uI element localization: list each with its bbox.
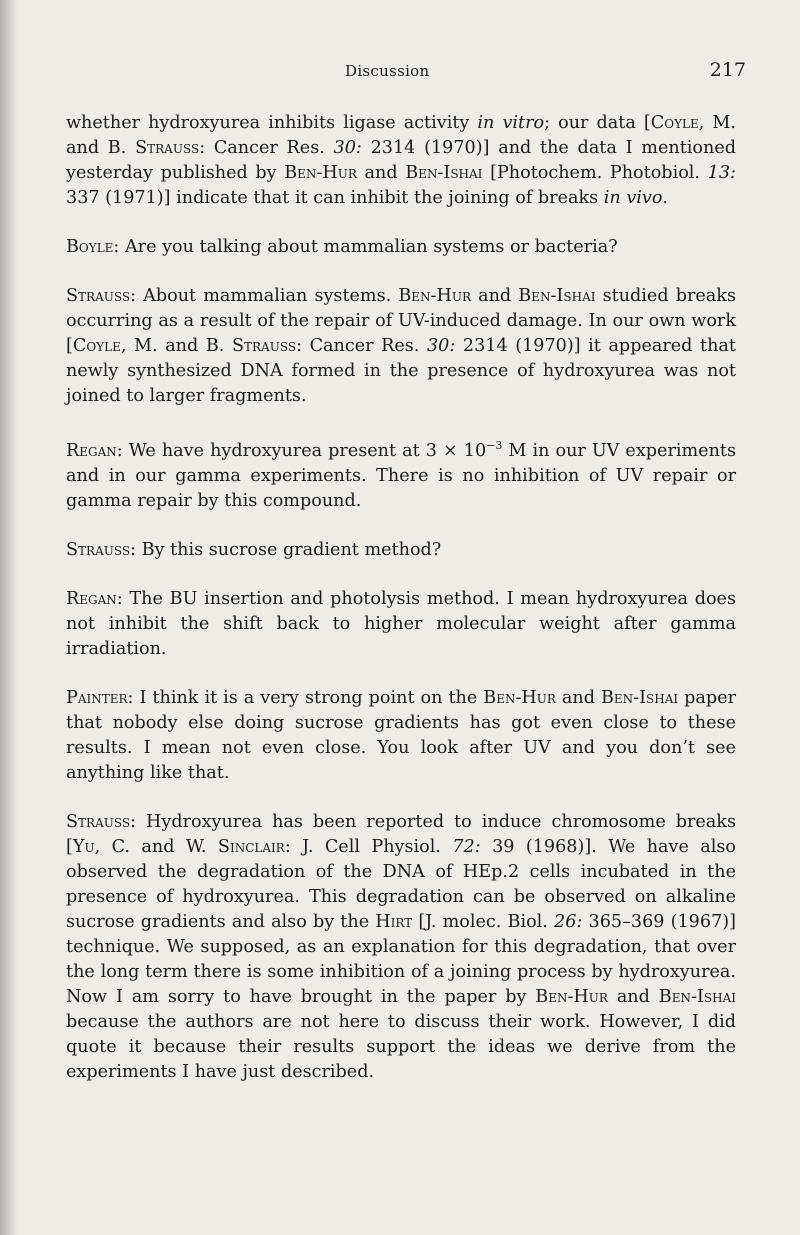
text-segment: Hydroxyurea has been reported to induce chromosome breaks [ — [66, 811, 736, 857]
text-segment: 2314 (1970)] and the data I mentioned yesterday published by — [66, 138, 736, 183]
text-segment: Yu, C. — [72, 836, 131, 857]
text-segment: and — [470, 286, 519, 306]
discussion-paragraph: Strauss: Hydroxyurea has been reported to induce chromosome breaks [Yu, C. and W. Sinclair: J. Cell Physiol. 72: 39 (1968)]. We have also observed the degradation of the DNA of HEp.2 cells incubated in the presence of hydroxyurea. This degradation can be observed on alkaline sucrose gradients and also by the Hirt [J. molec. Biol. 26: 365–369 (1967)] technique. We supposed, as an explanation for this degradation, that over the long term there is some inhibition of a joining process by hydroxyurea. Now I am sorry to have brought in the paper by Ben-Hur and Ben-Ishai because the authors are not here to discuss their work. However, I did quote it because their results support the ideas we derive from the experiments I have just described. — [66, 811, 737, 1082]
page-number: 217 — [709, 59, 746, 81]
text-segment: Strauss — [135, 138, 200, 158]
text-segment: I think it is a very strong point on the — [139, 687, 484, 708]
discussion-paragraph — [66, 111, 736, 211]
text-segment: studied breaks occurring as a result of the repair of UV-induced damage. In our own work [ — [66, 286, 736, 356]
running-title: Discussion — [345, 62, 430, 80]
text-segment: M in our UV experiments and in our gamma experiments. There is no inhibition of UV repair or gamma repair by this compound. — [66, 440, 737, 511]
text-segment: 72: — [452, 836, 481, 857]
text-segment: Ben-Hur — [535, 986, 608, 1007]
discussion-paragraph: Strauss: By this sucrose gradient method? — [66, 539, 442, 560]
discussion-text — [66, 111, 736, 1109]
text-segment: and B. — [66, 138, 136, 158]
binding-shadow — [0, 0, 18, 1235]
text-segment: Ben-Ishai — [600, 687, 679, 708]
text-segment: : Cancer Res. — [199, 138, 334, 158]
text-segment: By this sucrose gradient method? — [141, 539, 442, 560]
text-segment: 30: — [426, 336, 456, 356]
text-segment: and — [607, 986, 659, 1007]
text-segment: in vivo — [603, 188, 663, 208]
text-segment: Ben-Hur — [483, 687, 556, 708]
text-segment: 13: — [707, 163, 736, 183]
speaker-name: Regan — [66, 440, 117, 461]
text-segment: Ben-Ishai — [658, 986, 736, 1007]
text-segment: Ben-Ishai — [518, 286, 596, 306]
text-segment: and W. — [130, 836, 218, 857]
speaker-name: Boyle — [66, 237, 114, 257]
speaker-name: Regan — [66, 588, 117, 609]
discussion-paragraph: Strauss: About mammalian systems. Ben-Hur and Ben-Ishai studied breaks occurring as a result of the repair of UV-induced damage. In our own work [Coyle, M. and B. Strauss: Cancer Res. 30: 2314 (1970)] it appeared that newly synthesized DNA formed in the presence of hydroxyurea was not joined to larger fragments. — [66, 286, 736, 406]
text-segment: : J. Cell Physiol. — [284, 836, 453, 857]
text-segment: paper that nobody else doing sucrose gradients has got even close to these results. I mean not even close. You look after UV and you don’t see anything like that. — [66, 687, 736, 783]
discussion-paragraph: Painter: I think it is a very strong point on the Ben-Hur and Ben-Ishai paper that nobody else doing sucrose gradients has got even close to these results. I mean not even close. You look after UV and you don’t see anything like that. — [66, 687, 736, 783]
text-segment: 2314 (1970)] it appeared that newly synthesized DNA formed in the presence of hydroxyurea was not joined to larger fragments. — [66, 336, 736, 406]
text-segment: 365–369 (1967)] technique. We supposed, as an explanation for this degradation, that over the long term there is some inhibition of a joining process by hydroxyurea. Now I am sorry to have brought in the paper by — [66, 911, 736, 1007]
text-segment: 26: — [554, 911, 583, 932]
text-segment: Coyle, M. — [650, 113, 737, 133]
text-segment: About mammalian systems. — [143, 286, 399, 306]
text-segment: Ben-Hur — [284, 163, 357, 183]
speaker-name: Painter — [66, 687, 128, 708]
text-segment: Ben-Ishai — [405, 163, 483, 183]
text-segment: Coyle, M. — [72, 336, 158, 356]
text-segment: Hirt — [375, 911, 413, 932]
text-segment: and — [356, 163, 406, 183]
text-segment: and — [555, 687, 601, 708]
text-segment: [J. molec. Biol. — [412, 911, 555, 932]
text-segment: −3 — [486, 439, 503, 452]
discussion-paragraph: Regan: We have hydroxyurea present at $3 \times 10^{-3}$ M in our UV experiments and in our gamma experiments. There is no inhibition of UV repair or gamma repair by this compound. — [66, 439, 737, 511]
text-segment: whether hydroxyurea inhibits ligase activity — [66, 113, 478, 133]
text-segment: 39 (1968)]. We have also observed the degradation of the DNA of HEp.2 cells incubated in the presence of hydroxyurea. This degradation can be observed on alkaline sucrose gradients and also by the — [66, 836, 737, 932]
text-segment: Are you talking about mammalian systems or bacteria? — [124, 237, 618, 257]
text-segment: . — [662, 188, 669, 208]
text-segment: in vitro — [477, 113, 545, 133]
speaker-name: Strauss — [66, 286, 131, 306]
text-segment: The BU insertion and photolysis method. I mean hydroxyurea does not inhibit the shift back to higher molecular weight after gamma irradiation. — [66, 588, 736, 659]
text-segment: We have hydroxyurea present at 3 × 10 — [128, 440, 487, 461]
text-segment: ; our data [ — [544, 113, 651, 133]
speaker-name: Strauss — [66, 539, 131, 560]
speaker-name: Strauss — [66, 811, 131, 832]
discussion-paragraph: Regan: The BU insertion and photolysis method. I mean hydroxyurea does not inhibit the shift back to higher molecular weight after gamma irradiation. — [66, 588, 736, 659]
text-segment: [Photochem. Photobiol. — [482, 163, 708, 183]
text-segment: Ben-Hur — [398, 286, 471, 306]
page-header — [0, 59, 800, 86]
text-segment: 30: — [333, 138, 362, 158]
text-segment: because the authors are not here to discuss their work. However, I did quote it because their results support the ideas we derive from the experiments I have just described. — [66, 1011, 736, 1082]
text-segment: : Cancer Res. — [296, 336, 427, 356]
text-segment: 337 (1971)] indicate that it can inhibit the joining of breaks — [66, 188, 604, 208]
discussion-paragraph: Boyle: Are you talking about mammalian systems or bacteria? — [66, 237, 618, 257]
text-segment: Sinclair — [217, 836, 285, 857]
text-segment: Strauss — [231, 336, 297, 356]
text-segment: and B. — [157, 336, 232, 356]
